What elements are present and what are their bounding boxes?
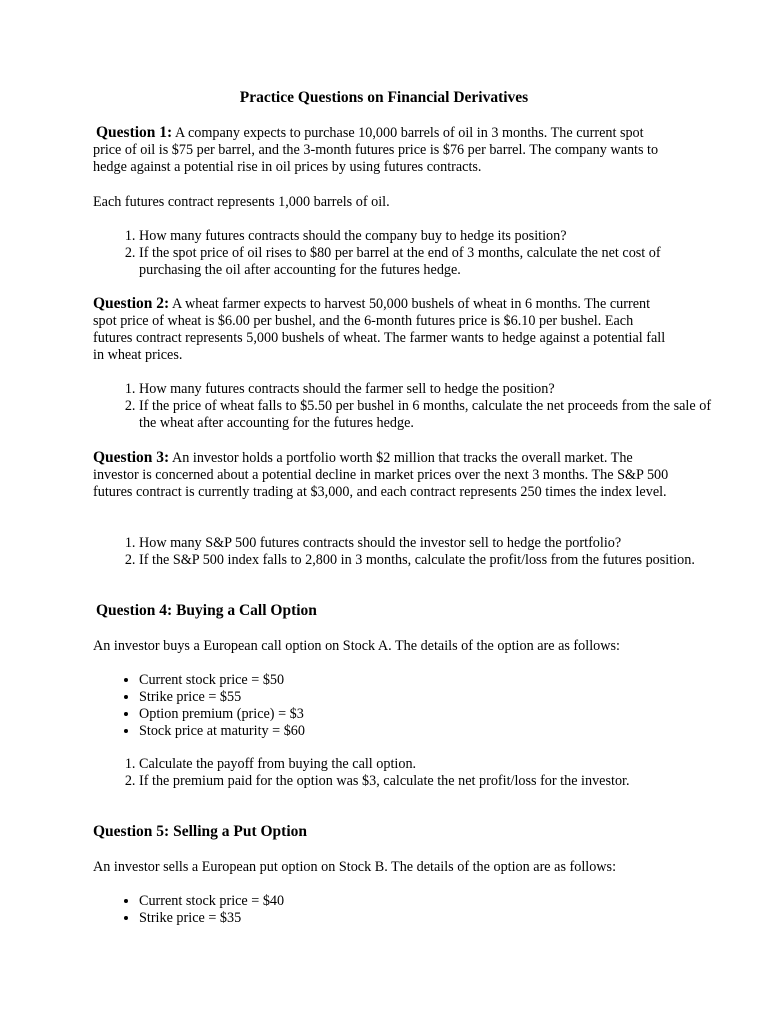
list-item: 2. If the spot price of oil rises to $80 per barrel at the end of 3 months, calculate the net cost of purchasing the oil after accounting for the futures hedge. (139, 245, 721, 279)
question-4-heading: Question 4: Buying a Call Option (96, 602, 317, 619)
question-3-label: Question 3: (93, 449, 170, 466)
question-2-paragraph (93, 295, 675, 364)
list-item: 2. If the S&P 500 index falls to 2,800 in 3 months, calculate the profit/loss from the futures position. (139, 552, 721, 569)
question-1-list (93, 228, 721, 279)
question-1-label: Question 1: (96, 124, 173, 141)
question-1-paragraph (93, 124, 675, 176)
list-item: 1. How many S&P 500 futures contracts should the investor sell to hedge the portfolio? (139, 535, 721, 552)
question-4-list (93, 756, 721, 790)
question-4-intro: An investor buys a European call option on Stock A. The details of the option are as follows: (93, 638, 620, 654)
question-1-note: Each futures contract represents 1,000 barrels of oil. (93, 194, 390, 210)
list-item: 2. If the price of wheat falls to $5.50 per bushel in 6 months, calculate the net proceeds from the sale of the wheat after accounting for the futures hedge. (139, 398, 721, 432)
question-3-text: An investor holds a portfolio worth $2 million that tracks the overall market. The investor is concerned about a potential decline in market prices over the next 3 months. The S&P 500 futures contract is currently trading at $3,000, and each contract represents 250 times the index level. (93, 450, 669, 500)
question-4-details (93, 672, 721, 740)
document-title: Practice Questions on Financial Derivatives (239, 89, 529, 106)
question-1-text: A company expects to purchase 10,000 barrels of oil in 3 months. The current spot price of oil is $75 per barrel, and the 3-month futures price is $76 per barrel. The company wants to hedge against a potential rise in oil prices by using futures contracts. (93, 125, 659, 175)
question-5-heading: Question 5: Selling a Put Option (93, 823, 308, 840)
question-3-list (93, 535, 721, 569)
list-item: • Option premium (price) = $3 (139, 706, 721, 723)
question-5-details (93, 893, 721, 927)
list-item: 1. Calculate the payoff from buying the call option. (139, 756, 721, 773)
question-3-paragraph (93, 449, 675, 501)
list-item: 1. How many futures contracts should the farmer sell to hedge the position? (139, 381, 721, 398)
list-item: • Strike price = $55 (139, 689, 721, 706)
question-2-list (93, 381, 721, 432)
list-item: • Current stock price = $50 (139, 672, 721, 689)
list-item: 2. If the premium paid for the option was $3, calculate the net profit/loss for the investor. (139, 773, 721, 790)
question-2-text: A wheat farmer expects to harvest 50,000 bushels of wheat in 6 months. The current spot price of wheat is $6.00 per bushel, and the 6-month futures price is $6.10 per bushel. Each futures contract represents 5,000 bushels of wheat. The farmer wants to hedge against a potential fall in wheat prices. (93, 296, 666, 363)
list-item: • Current stock price = $40 (139, 893, 721, 910)
question-5-intro: An investor sells a European put option on Stock B. The details of the option are as follows: (93, 859, 617, 875)
list-item: 1. How many futures contracts should the company buy to hedge its position? (139, 228, 721, 245)
list-item: • Stock price at maturity = $60 (139, 723, 721, 740)
list-item: • Strike price = $35 (139, 910, 721, 927)
question-2-label: Question 2: (93, 295, 170, 312)
